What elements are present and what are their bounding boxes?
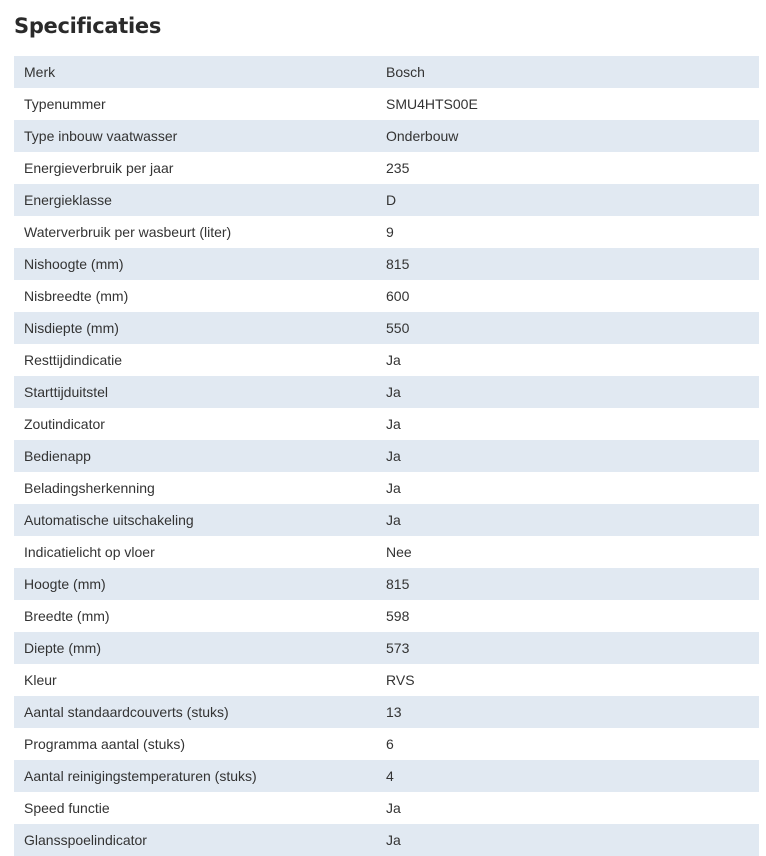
spec-value: 9 [386,224,394,240]
spec-label: Programma aantal (stuks) [24,736,186,752]
spec-value: Ja [386,832,401,848]
table-row [14,312,759,344]
spec-label: Resttijdindicatie [24,352,123,368]
spec-label: Breedte (mm) [24,608,110,624]
spec-value: Ja [386,800,401,816]
specifications-table [14,56,759,856]
spec-label: Indicatielicht op vloer [24,544,155,560]
spec-label: Glansspoelindicator [24,832,147,848]
spec-label: Aantal standaardcouverts (stuks) [24,704,229,720]
table-row [14,632,759,664]
table-row [14,696,759,728]
spec-label: Typenummer [24,96,106,112]
spec-label: Starttijduitstel [24,384,109,400]
spec-value: Nee [386,544,412,560]
table-row [14,56,759,88]
spec-label: Speed functie [24,800,110,816]
spec-label: Diepte (mm) [24,640,102,656]
table-row [14,440,759,472]
spec-value: 815 [386,256,410,272]
spec-label: Nisdiepte (mm) [24,320,119,336]
spec-value: 600 [386,288,410,304]
spec-value: 235 [386,160,410,176]
spec-label: Energieverbruik per jaar [24,160,174,176]
spec-value: Ja [386,384,401,400]
table-row [14,120,759,152]
table-row [14,504,759,536]
spec-label: Beladingsherkenning [24,480,155,496]
spec-value: SMU4HTS00E [386,96,478,112]
spec-value: 550 [386,320,410,336]
spec-label: Bedienapp [24,448,91,464]
spec-value: 13 [386,704,402,720]
table-row [14,248,759,280]
spec-value: 573 [386,640,410,656]
spec-value: Ja [386,352,401,368]
spec-value: Ja [386,416,401,432]
table-row [14,536,759,568]
spec-value: 598 [386,608,410,624]
spec-value: 815 [386,576,410,592]
table-row [14,408,759,440]
page-title: Specificaties [14,14,162,38]
table-row [14,280,759,312]
table-row [14,472,759,504]
spec-label: Energieklasse [24,192,112,208]
spec-label: Aantal reinigingstemperaturen (stuks) [24,768,257,784]
table-row [14,216,759,248]
spec-value: Onderbouw [386,128,459,144]
table-row [14,184,759,216]
spec-label: Nisbreedte (mm) [24,288,129,304]
spec-value: D [386,192,397,208]
table-row [14,600,759,632]
spec-label: Waterverbruik per wasbeurt (liter) [24,224,232,240]
spec-value: 4 [386,768,394,784]
spec-value: RVS [386,672,415,688]
table-row [14,824,759,856]
table-row [14,792,759,824]
table-row [14,344,759,376]
spec-label: Nishoogte (mm) [24,256,124,272]
table-row [14,664,759,696]
table-row [14,760,759,792]
spec-value: 6 [386,736,394,752]
spec-label: Hoogte (mm) [24,576,106,592]
table-row [14,88,759,120]
table-row [14,728,759,760]
spec-label: Type inbouw vaatwasser [24,128,178,144]
table-row [14,376,759,408]
table-row [14,568,759,600]
spec-value: Bosch [386,64,425,80]
spec-label: Merk [24,64,56,80]
table-row [14,152,759,184]
spec-value: Ja [386,512,401,528]
spec-value: Ja [386,480,401,496]
spec-label: Zoutindicator [24,416,105,432]
spec-value: Ja [386,448,401,464]
spec-label: Automatische uitschakeling [24,512,194,528]
spec-label: Kleur [24,672,57,688]
